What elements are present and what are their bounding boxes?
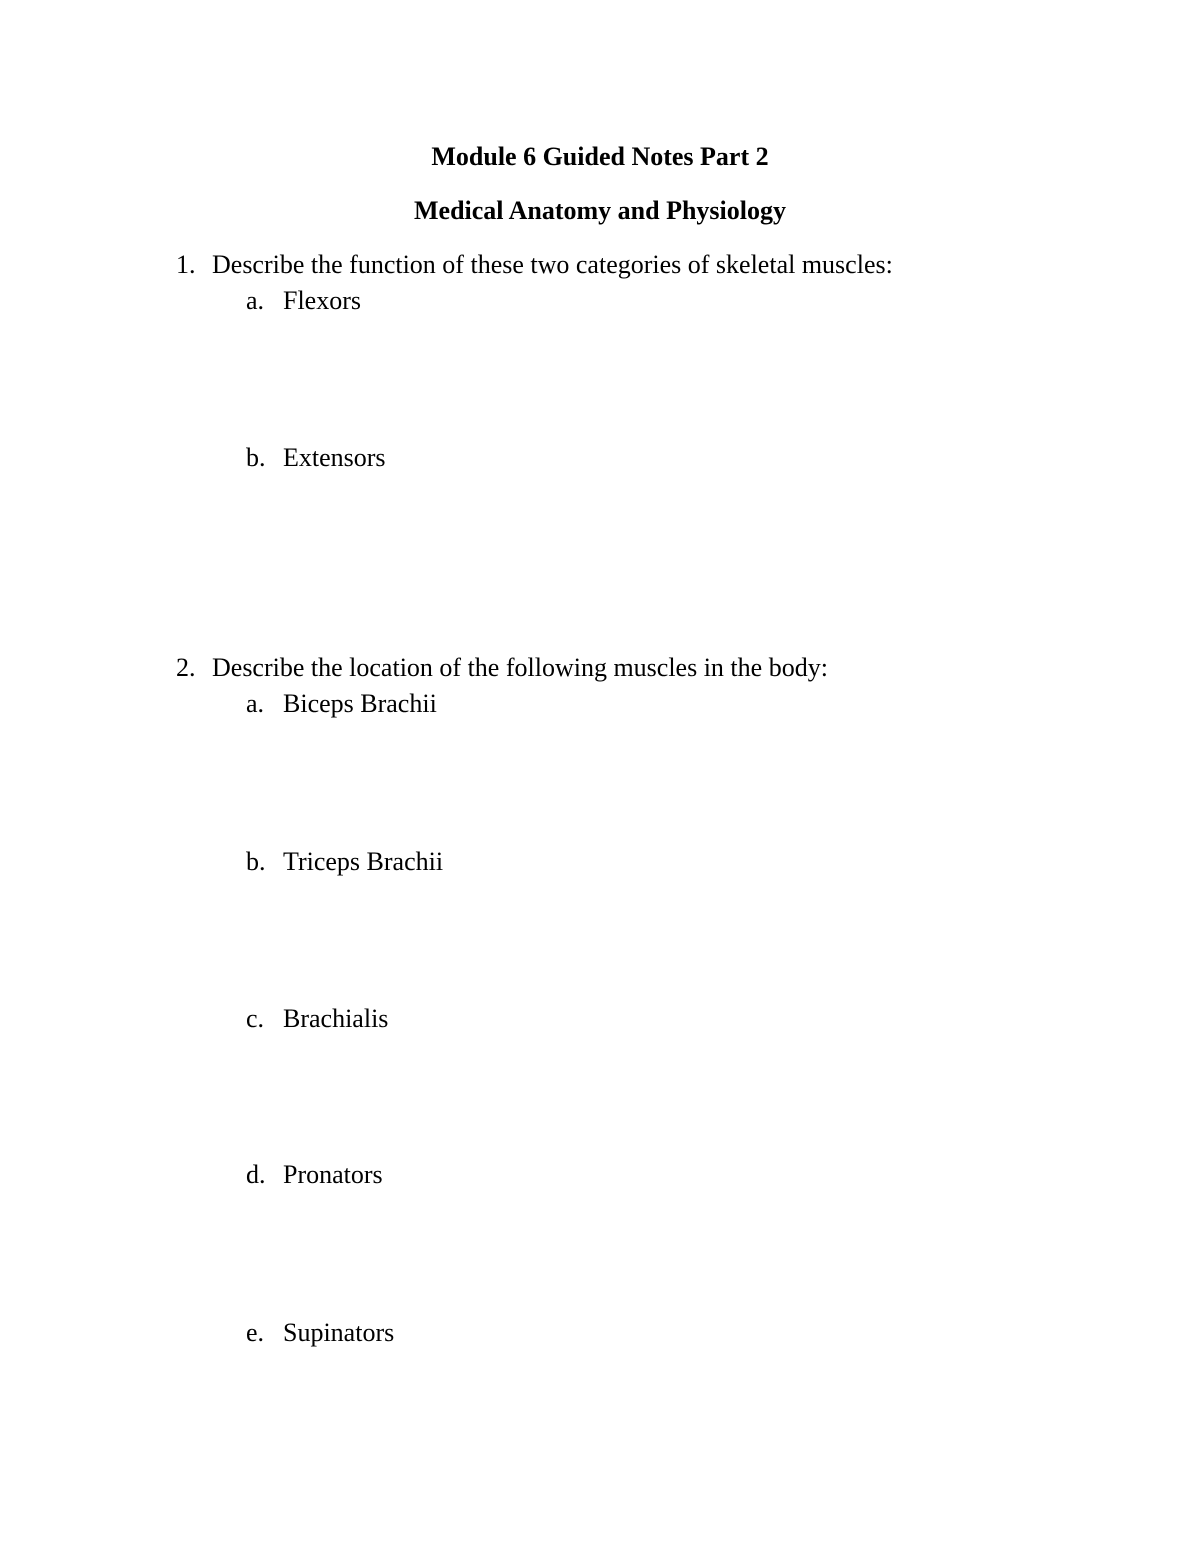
question-text: Describe the location of the following muscles in the body: xyxy=(212,653,828,682)
item-marker: a. xyxy=(246,286,265,315)
item-label: Brachialis xyxy=(283,1004,389,1033)
item-marker: a. xyxy=(246,689,265,718)
item-label: Flexors xyxy=(283,286,361,315)
item-marker: d. xyxy=(246,1160,266,1189)
question-number: 2. xyxy=(176,653,196,682)
item-label: Biceps Brachii xyxy=(283,689,437,718)
item-label: Extensors xyxy=(283,443,386,472)
item-marker: c. xyxy=(246,1004,265,1033)
item-marker: e. xyxy=(246,1318,265,1347)
item-label: Triceps Brachii xyxy=(283,847,444,876)
page-subtitle: Medical Anatomy and Physiology xyxy=(414,196,786,225)
item-marker: b. xyxy=(246,847,266,876)
page-title: Module 6 Guided Notes Part 2 xyxy=(431,142,769,171)
item-label: Pronators xyxy=(283,1160,383,1189)
item-label: Supinators xyxy=(283,1318,395,1347)
question-number: 1. xyxy=(176,250,196,279)
question-text: Describe the function of these two categories of skeletal muscles: xyxy=(212,250,893,279)
item-marker: b. xyxy=(246,443,266,472)
